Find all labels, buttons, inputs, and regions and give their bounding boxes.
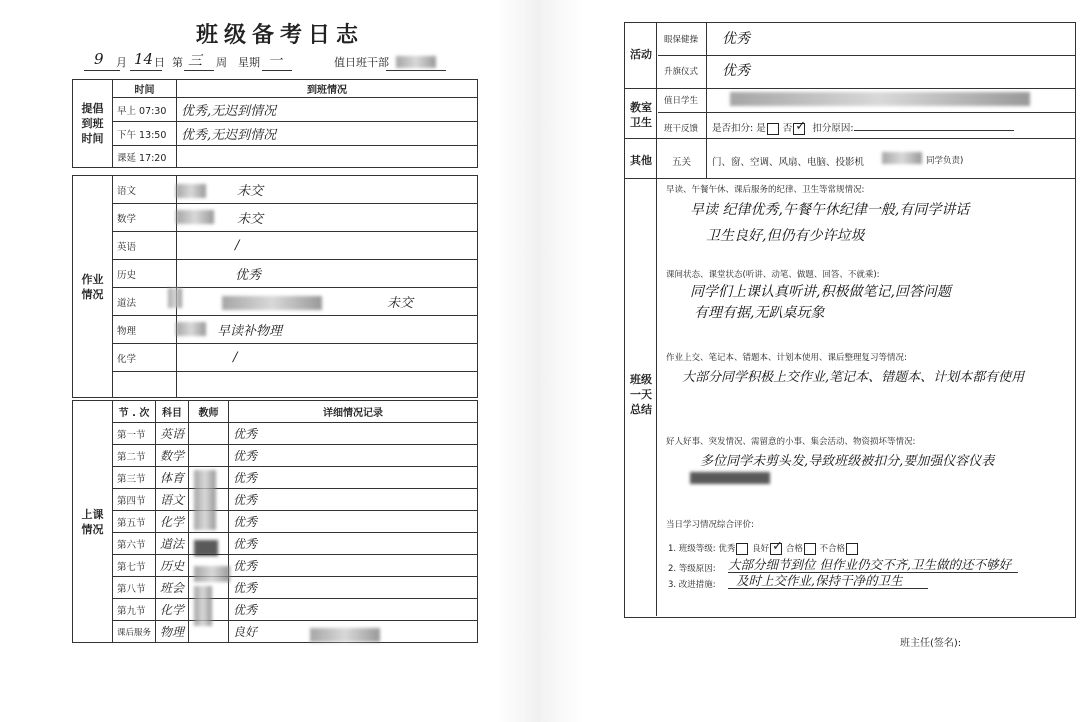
activity-section-label: 活动 bbox=[630, 48, 652, 61]
activity-value: 优秀 bbox=[722, 31, 750, 47]
activity-label: 眼保健操 bbox=[664, 35, 699, 45]
grade-fail-checkbox[interactable] bbox=[846, 543, 858, 555]
homework-status: 优秀 bbox=[177, 260, 478, 288]
homework-row bbox=[73, 260, 478, 288]
redacted-name bbox=[690, 472, 770, 484]
header-subject: 科目 bbox=[156, 401, 189, 423]
class-row bbox=[73, 621, 478, 643]
class-row bbox=[73, 577, 478, 599]
class-period: 第五节 bbox=[113, 511, 156, 533]
class-subject: 化学 bbox=[156, 511, 189, 533]
homework-status: 未交 bbox=[177, 288, 478, 316]
attendance-row bbox=[73, 146, 478, 168]
redacted-name bbox=[222, 296, 322, 310]
grade-reason: 大部分细节到位 但作业仍交不齐,卫生做的还不够好 bbox=[728, 557, 1011, 572]
homework-row bbox=[73, 316, 478, 344]
homework-status: 未交 bbox=[177, 204, 478, 232]
homework-subject bbox=[113, 372, 177, 398]
activity-value: 优秀 bbox=[722, 63, 750, 79]
summary-answer: 多位同学未剪头发,导致班级被扣分,要加强仪容仪表 bbox=[700, 454, 995, 469]
class-section-label: 上课情况 bbox=[73, 401, 113, 643]
right-page bbox=[540, 0, 1080, 722]
homework-status: / bbox=[177, 232, 478, 260]
class-row bbox=[73, 489, 478, 511]
duty-student-label: 值日学生 bbox=[664, 96, 699, 106]
header-teacher: 教师 bbox=[189, 401, 229, 423]
homework-subject: 物理 bbox=[113, 316, 177, 344]
homework-section-label: 作业情况 bbox=[73, 176, 113, 398]
class-period: 第一节 bbox=[113, 423, 156, 445]
attendance-table bbox=[72, 79, 478, 168]
class-subject: 化学 bbox=[156, 599, 189, 621]
deduction-yes-label: 是否扣分: 是 bbox=[712, 123, 766, 134]
homework-row bbox=[73, 204, 478, 232]
improve-label: 3. 改进措施: bbox=[668, 580, 716, 590]
class-row bbox=[73, 599, 478, 621]
attendance-time: 早上 07:30 bbox=[113, 98, 177, 122]
deduction-reason-field[interactable] bbox=[854, 130, 1014, 131]
class-subject: 语文 bbox=[156, 489, 189, 511]
class-subject: 物理 bbox=[156, 621, 189, 643]
attendance-status bbox=[177, 146, 478, 168]
attendance-time: 下午 13:50 bbox=[113, 122, 177, 146]
homework-table bbox=[72, 175, 478, 398]
summary-answer: 有理有据,无趴桌玩象 bbox=[694, 305, 825, 321]
summary-question: 好人好事、突发情况、需留意的小事、集会活动、物资损坏等情况: bbox=[666, 437, 916, 447]
attendance-status: 优秀,无迟到情况 bbox=[177, 122, 478, 146]
redacted-name bbox=[176, 210, 214, 224]
redacted-name bbox=[194, 470, 216, 530]
class-detail: 优秀 bbox=[229, 577, 478, 599]
weekday-label: 星期 bbox=[238, 56, 260, 69]
homework-row bbox=[73, 344, 478, 372]
summary-answer: 早读 纪律优秀,午餐午休纪律一般,有同学讲话 bbox=[690, 202, 970, 218]
redacted-name bbox=[194, 566, 230, 582]
date-weekday: 一 bbox=[268, 53, 282, 69]
redacted-name bbox=[168, 288, 182, 308]
class-period: 第七节 bbox=[113, 555, 156, 577]
homework-status: / bbox=[177, 344, 478, 372]
attendance-row bbox=[73, 98, 478, 122]
evaluation-grade bbox=[668, 542, 859, 555]
header-period: 节 . 次 bbox=[113, 401, 156, 423]
header-status: 到班情况 bbox=[177, 80, 478, 98]
homework-row bbox=[73, 232, 478, 260]
class-row bbox=[73, 533, 478, 555]
class-period: 第六节 bbox=[113, 533, 156, 555]
class-detail: 优秀 bbox=[229, 599, 478, 621]
class-subject: 历史 bbox=[156, 555, 189, 577]
homework-subject: 语文 bbox=[113, 176, 177, 204]
class-subject: 英语 bbox=[156, 423, 189, 445]
summary-question: 课间状态、课堂状态(听讲、动笔、做题、回答、不就乘): bbox=[666, 270, 880, 280]
redacted-name bbox=[194, 586, 212, 626]
grade-pass-label: 合格 bbox=[785, 544, 803, 554]
class-period: 课后服务 bbox=[113, 621, 156, 643]
date-week: 三 bbox=[188, 53, 202, 69]
homework-subject: 化学 bbox=[113, 344, 177, 372]
class-row bbox=[73, 423, 478, 445]
deduction-reason-label: 扣分原因: bbox=[812, 123, 854, 134]
summary-answer: 卫生良好,但仍有少许垃圾 bbox=[706, 228, 865, 244]
class-subject: 数学 bbox=[156, 445, 189, 467]
homework-subject: 历史 bbox=[113, 260, 177, 288]
activity-label: 升旗仪式 bbox=[664, 67, 699, 77]
redacted-name bbox=[882, 152, 922, 164]
redacted-name bbox=[310, 628, 380, 642]
attendance-time: 课延 17:20 bbox=[113, 146, 177, 168]
attendance-status: 优秀,无迟到情况 bbox=[177, 98, 478, 122]
class-detail: 优秀 bbox=[229, 423, 478, 445]
homework-subject: 英语 bbox=[113, 232, 177, 260]
grade-reason-label: 2. 等级原因: bbox=[668, 564, 716, 574]
grade-pass-checkbox[interactable] bbox=[804, 543, 816, 555]
week-suffix: 周 bbox=[216, 56, 227, 69]
class-subject: 班会 bbox=[156, 577, 189, 599]
class-period: 第九节 bbox=[113, 599, 156, 621]
redacted-name bbox=[176, 184, 206, 198]
class-detail: 优秀 bbox=[229, 467, 478, 489]
homework-status: 早读补物理 bbox=[177, 316, 478, 344]
class-detail: 良好 bbox=[229, 621, 478, 643]
class-period: 第三节 bbox=[113, 467, 156, 489]
deduction-no-label: 否 bbox=[782, 123, 793, 134]
class-row bbox=[73, 467, 478, 489]
class-teacher bbox=[189, 445, 229, 467]
attendance-section-label: 提倡到班时间 bbox=[73, 80, 113, 168]
deduction-yes-checkbox[interactable] bbox=[767, 123, 779, 135]
day-label: 日 bbox=[154, 56, 165, 69]
five-checks-suffix: 同学负责) bbox=[926, 156, 964, 166]
class-subject: 体育 bbox=[156, 467, 189, 489]
homework-status: 未交 bbox=[177, 176, 478, 204]
class-detail: 优秀 bbox=[229, 445, 478, 467]
evaluation-title: 当日学习情况综合评价: bbox=[666, 520, 754, 530]
summary-question: 早读、午餐午休、课后服务的纪律、卫生等常规情况: bbox=[666, 185, 865, 195]
summary-section-label: 班级一天总结 bbox=[630, 373, 652, 416]
feedback-label: 班干反馈 bbox=[664, 124, 699, 134]
log-title: 班级备考日志 bbox=[195, 22, 364, 48]
class-row bbox=[73, 555, 478, 577]
deduction-question bbox=[712, 120, 1014, 135]
class-row bbox=[73, 511, 478, 533]
class-period: 第四节 bbox=[113, 489, 156, 511]
five-checks-label: 五关 bbox=[672, 157, 692, 168]
redacted-names bbox=[730, 92, 1030, 106]
class-detail: 优秀 bbox=[229, 555, 478, 577]
hygiene-section-label: 教室卫生 bbox=[630, 101, 652, 129]
summary-answer: 大部分同学积极上交作业,笔记本、错题本、计划本都有使用 bbox=[682, 370, 1025, 385]
attendance-row bbox=[73, 122, 478, 146]
grade-fail-label: 不合格 bbox=[819, 544, 846, 554]
five-checks-text: 门、窗、空调、风扇、电脑、投影机 bbox=[712, 157, 865, 168]
grade-excellent-checkbox[interactable] bbox=[736, 543, 748, 555]
summary-question: 作业上交、笔记本、错题本、计划本使用、课后整理复习等情况: bbox=[666, 353, 907, 363]
week-label: 第 bbox=[172, 56, 183, 69]
redacted-name bbox=[194, 540, 218, 556]
class-detail: 优秀 bbox=[229, 511, 478, 533]
improve-text: 及时上交作业,保持干净的卫生 bbox=[736, 573, 903, 588]
homework-subject: 道法 bbox=[113, 288, 177, 316]
grade-good-label: 良好 bbox=[752, 544, 770, 554]
date-line bbox=[76, 50, 476, 72]
redacted-name bbox=[176, 322, 206, 336]
redacted-name bbox=[396, 56, 436, 68]
class-period: 第二节 bbox=[113, 445, 156, 467]
header-detail: 详细情况记录 bbox=[229, 401, 478, 423]
date-month: 9 bbox=[94, 50, 104, 68]
summary-answer: 同学们上课认真听讲,积极做笔记,回答问题 bbox=[690, 284, 951, 300]
class-detail: 优秀 bbox=[229, 489, 478, 511]
class-row bbox=[73, 445, 478, 467]
grade-label: 1. 班级等级: 优秀 bbox=[668, 544, 736, 554]
class-detail: 优秀 bbox=[229, 533, 478, 555]
homework-subject: 数学 bbox=[113, 204, 177, 232]
homework-row bbox=[73, 372, 478, 398]
other-section-label: 其他 bbox=[630, 154, 652, 167]
homework-status bbox=[177, 372, 478, 398]
class-period: 第八节 bbox=[113, 577, 156, 599]
duty-label: 值日班干部 bbox=[334, 56, 389, 69]
homework-row bbox=[73, 176, 478, 204]
teacher-signature-label: 班主任(签名): bbox=[900, 638, 962, 649]
class-teacher bbox=[189, 423, 229, 445]
month-label: 月 bbox=[116, 56, 127, 69]
class-table bbox=[72, 400, 478, 643]
deduction-no-checkbox[interactable] bbox=[793, 123, 805, 135]
header-time: 时间 bbox=[113, 80, 177, 98]
class-subject: 道法 bbox=[156, 533, 189, 555]
date-day: 14 bbox=[134, 50, 154, 68]
grade-good-checkbox[interactable] bbox=[770, 543, 782, 555]
